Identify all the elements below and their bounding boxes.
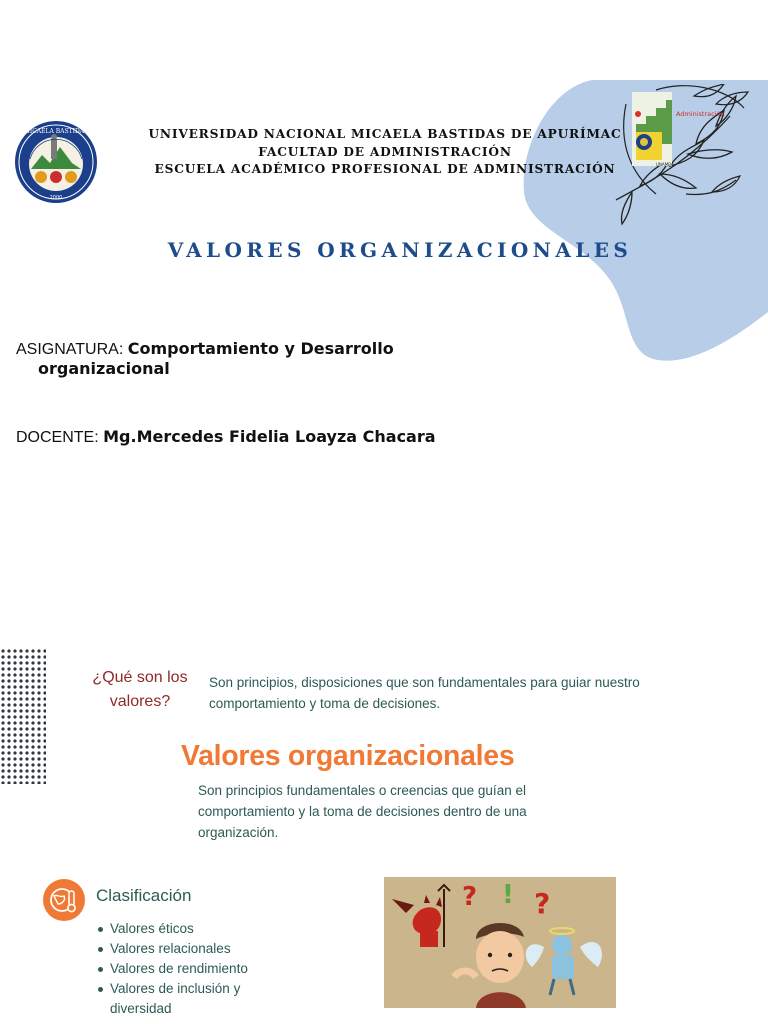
list-item: Valores de rendimiento [97, 959, 297, 979]
list-item: Valores de inclusión y diversidad [97, 979, 297, 1019]
faculty-name: FACULTAD DE ADMINISTRACIÓN [258, 144, 512, 159]
question-answer-line1: Son principios, disposiciones que son fundamentales para guiar nuestro [209, 675, 640, 690]
question-line1: ¿Qué son los [92, 669, 188, 686]
definition-line2: comportamiento y la toma de decisiones dentro de una [198, 804, 527, 819]
definition-line3: organización. [198, 825, 279, 840]
docente-value: Mg.Mercedes Fidelia Loayza Chacara [103, 427, 436, 446]
question-answer-line2: comportamiento y toma de decisiones. [209, 696, 441, 711]
question-answer [209, 672, 749, 714]
faculty-logo-label: Administración [676, 110, 725, 118]
page-title: VALORES ORGANIZACIONALES [167, 238, 633, 262]
university-logo-top-text: MICAELA BASTIDAS [23, 128, 89, 135]
classification-list [97, 919, 297, 1019]
institution-header [100, 126, 670, 179]
university-logo-year: 2000 [49, 195, 63, 201]
svg-text:?: ? [462, 882, 478, 912]
devil-angel-dilemma-illustration [384, 877, 616, 1008]
asignatura-block [16, 339, 556, 378]
question-line2: valores? [109, 693, 171, 710]
asignatura-value-line1: Comportamiento y Desarrollo [127, 339, 394, 358]
docente-label: DOCENTE: [16, 429, 104, 446]
svg-text:?: ? [534, 887, 551, 920]
section-definition [198, 780, 618, 843]
list-item: Valores relacionales [97, 939, 297, 959]
school-name: ESCUELA ACADÉMICO PROFESIONAL DE ADMINISTRACIÓN [154, 162, 616, 176]
definition-line1: Son principios fundamentales o creencias que guían el [198, 783, 526, 798]
asignatura-label: ASIGNATURA: [16, 341, 128, 358]
section-heading: Valores organizacionales [181, 740, 515, 772]
university-name: UNIVERSIDAD NACIONAL MICAELA BASTIDAS DE APURÍMAC [148, 127, 622, 141]
globe-thermometer-icon [42, 878, 86, 922]
faculty-logo-sublabel: UNAMBA [656, 162, 674, 167]
asignatura-value-line2: organizacional [38, 359, 170, 378]
faculty-logo [616, 84, 756, 200]
question-heading [78, 666, 202, 714]
dot-grid-decoration [0, 648, 46, 784]
docente-block [16, 427, 576, 447]
svg-text:!: ! [502, 880, 514, 910]
university-logo [14, 119, 98, 205]
classification-title: Clasificación [96, 886, 192, 905]
list-item: Valores éticos [97, 919, 297, 939]
